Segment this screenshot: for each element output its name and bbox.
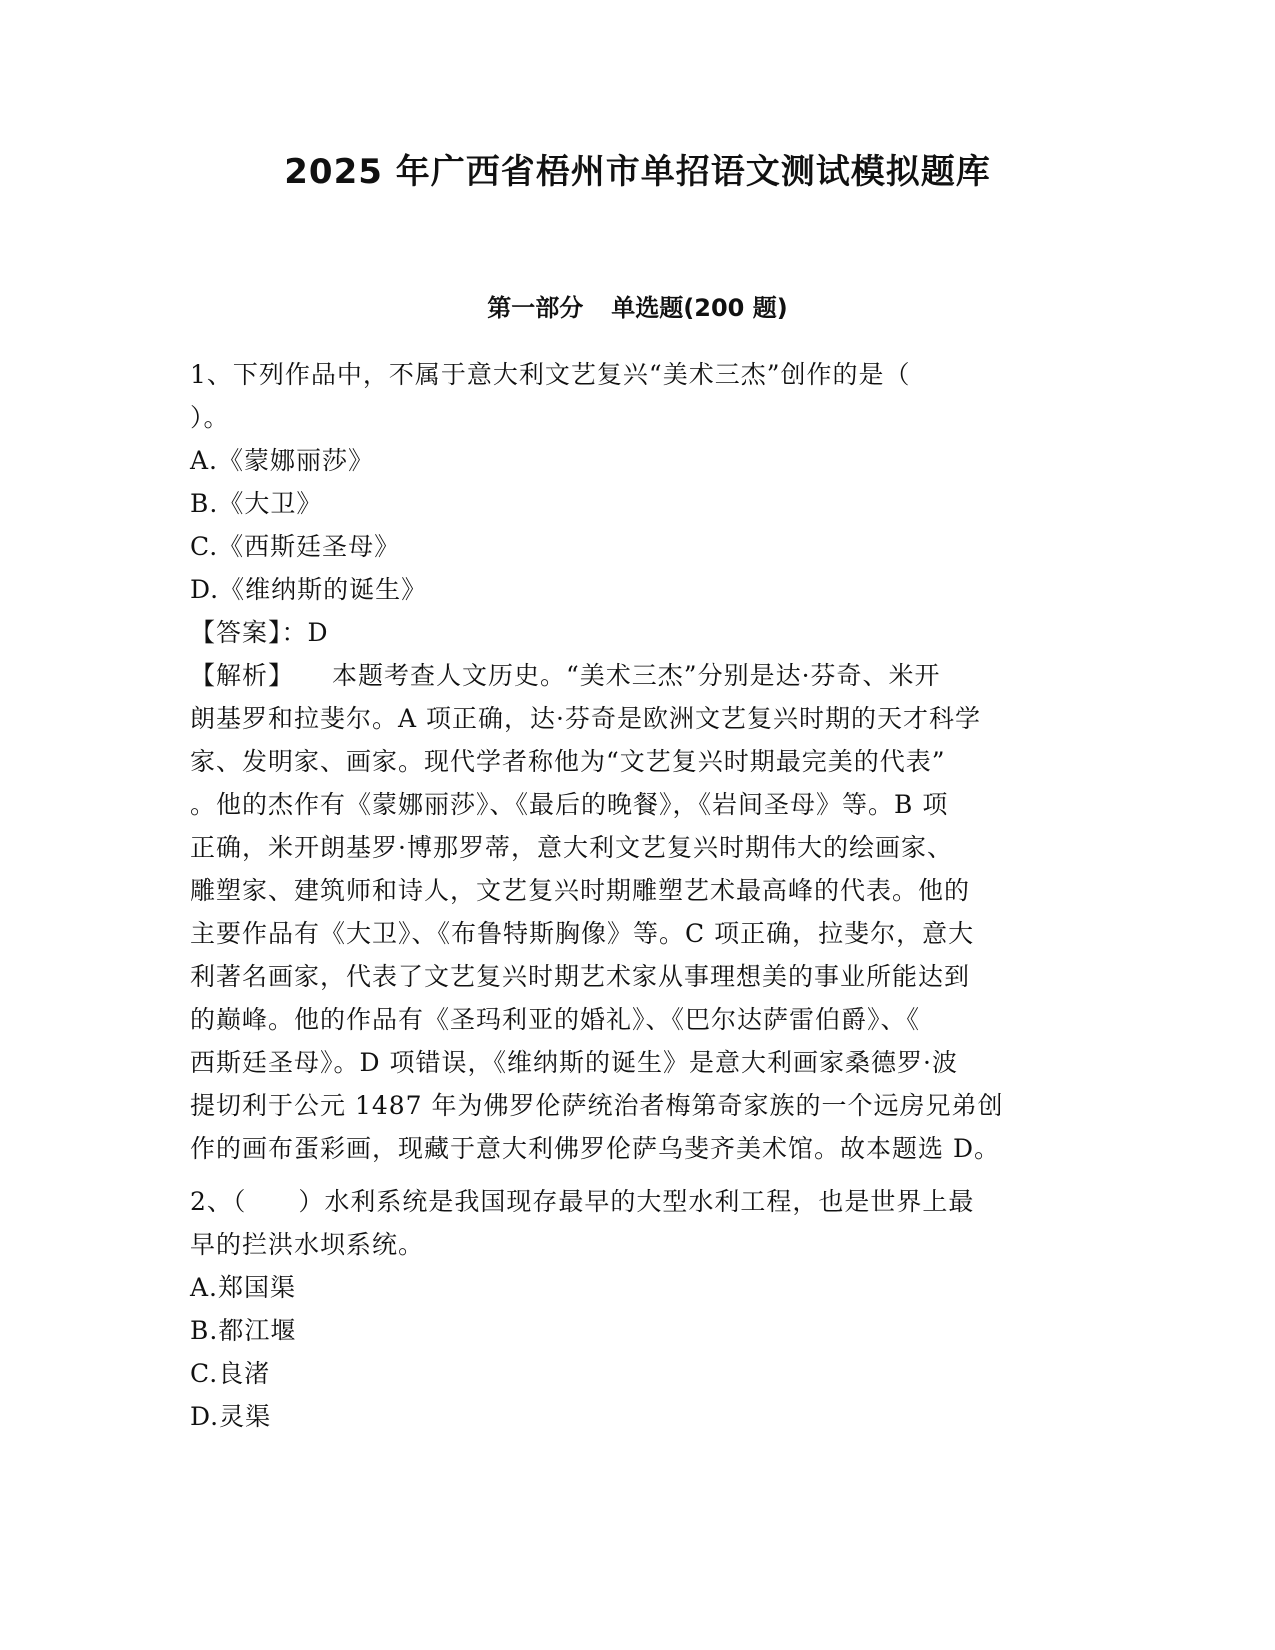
option-d: D.灵渠 bbox=[190, 1402, 272, 1431]
option-b: B.《大卫》 bbox=[190, 489, 323, 518]
explanation-line: 作的画布蛋彩画，现藏于意大利佛罗伦萨乌斐齐美术馆。故本题选 D。 bbox=[190, 1134, 1000, 1163]
option-c: C.《西斯廷圣母》 bbox=[190, 532, 401, 561]
explanation bbox=[190, 654, 1085, 1170]
option-a: A.郑国渠 bbox=[190, 1273, 297, 1302]
explanation-line: 主要作品有《大卫》、《布鲁特斯胸像》等。C 项正确，拉斐尔，意大 bbox=[190, 919, 975, 948]
option-b: B.都江堰 bbox=[190, 1316, 297, 1345]
question-1 bbox=[190, 353, 1085, 1170]
explanation-line bbox=[190, 654, 1085, 697]
explanation-line: 提切利于公元 1487 年为佛罗伦萨统治者梅第奇家族的一个远房兄弟创 bbox=[190, 1091, 1004, 1120]
question-stem-continued: ）。 bbox=[190, 403, 230, 432]
explanation-text: 本题考查人文历史。“美术三杰”分别是达·芬奇、米开 bbox=[332, 661, 941, 690]
explanation-line: 朗基罗和拉斐尔。A 项正确，达·芬奇是欧洲文艺复兴时期的天才科学 bbox=[190, 704, 981, 733]
explanation-line: 雕塑家、建筑师和诗人，文艺复兴时期雕塑艺术最高峰的代表。他的 bbox=[190, 876, 971, 905]
question-stem-continued: 早的拦洪水坝系统。 bbox=[190, 1230, 425, 1259]
explanation-line: 正确，米开朗基罗·博那罗蒂，意大利文艺复兴时期伟大的绘画家、 bbox=[190, 833, 953, 862]
section-heading bbox=[0, 292, 1275, 324]
explanation-tag: 【解析】 bbox=[190, 661, 295, 690]
option-a: A.《蒙娜丽莎》 bbox=[190, 446, 375, 475]
explanation-line: 。他的杰作有《蒙娜丽莎》、《最后的晚餐》，《岩间圣母》等。B 项 bbox=[190, 790, 949, 819]
question-list bbox=[190, 353, 1085, 1438]
page-title: 2025 年广西省梧州市单招语文测试模拟题库 bbox=[284, 152, 991, 192]
explanation-line: 家、发明家、画家。现代学者称他为“文艺复兴时期最完美的代表” bbox=[190, 747, 946, 776]
option-d: D.《维纳斯的诞生》 bbox=[190, 575, 428, 604]
explanation-line: 的巅峰。他的作品有《圣玛利亚的婚礼》、《巴尔达萨雷伯爵》、《 bbox=[190, 1005, 921, 1034]
explanation-line: 利著名画家，代表了文艺复兴时期艺术家从事理想美的事业所能达到 bbox=[190, 962, 971, 991]
answer: 【答案】：D bbox=[190, 618, 329, 647]
question-2 bbox=[190, 1180, 1085, 1438]
option-c: C.良渚 bbox=[190, 1359, 271, 1388]
question-stem: 1、下列作品中，不属于意大利文艺复兴“美术三杰”创作的是（ bbox=[190, 360, 911, 389]
question-stem: 2、（ ）水利系统是我国现存最早的大型水利工程，也是世界上最 bbox=[190, 1187, 975, 1216]
section-name: 单选题(200 题) bbox=[611, 294, 788, 322]
explanation-line: 西斯廷圣母》。D 项错误，《维纳斯的诞生》是意大利画家桑德罗·波 bbox=[190, 1048, 958, 1077]
section-part: 第一部分 bbox=[487, 294, 584, 322]
